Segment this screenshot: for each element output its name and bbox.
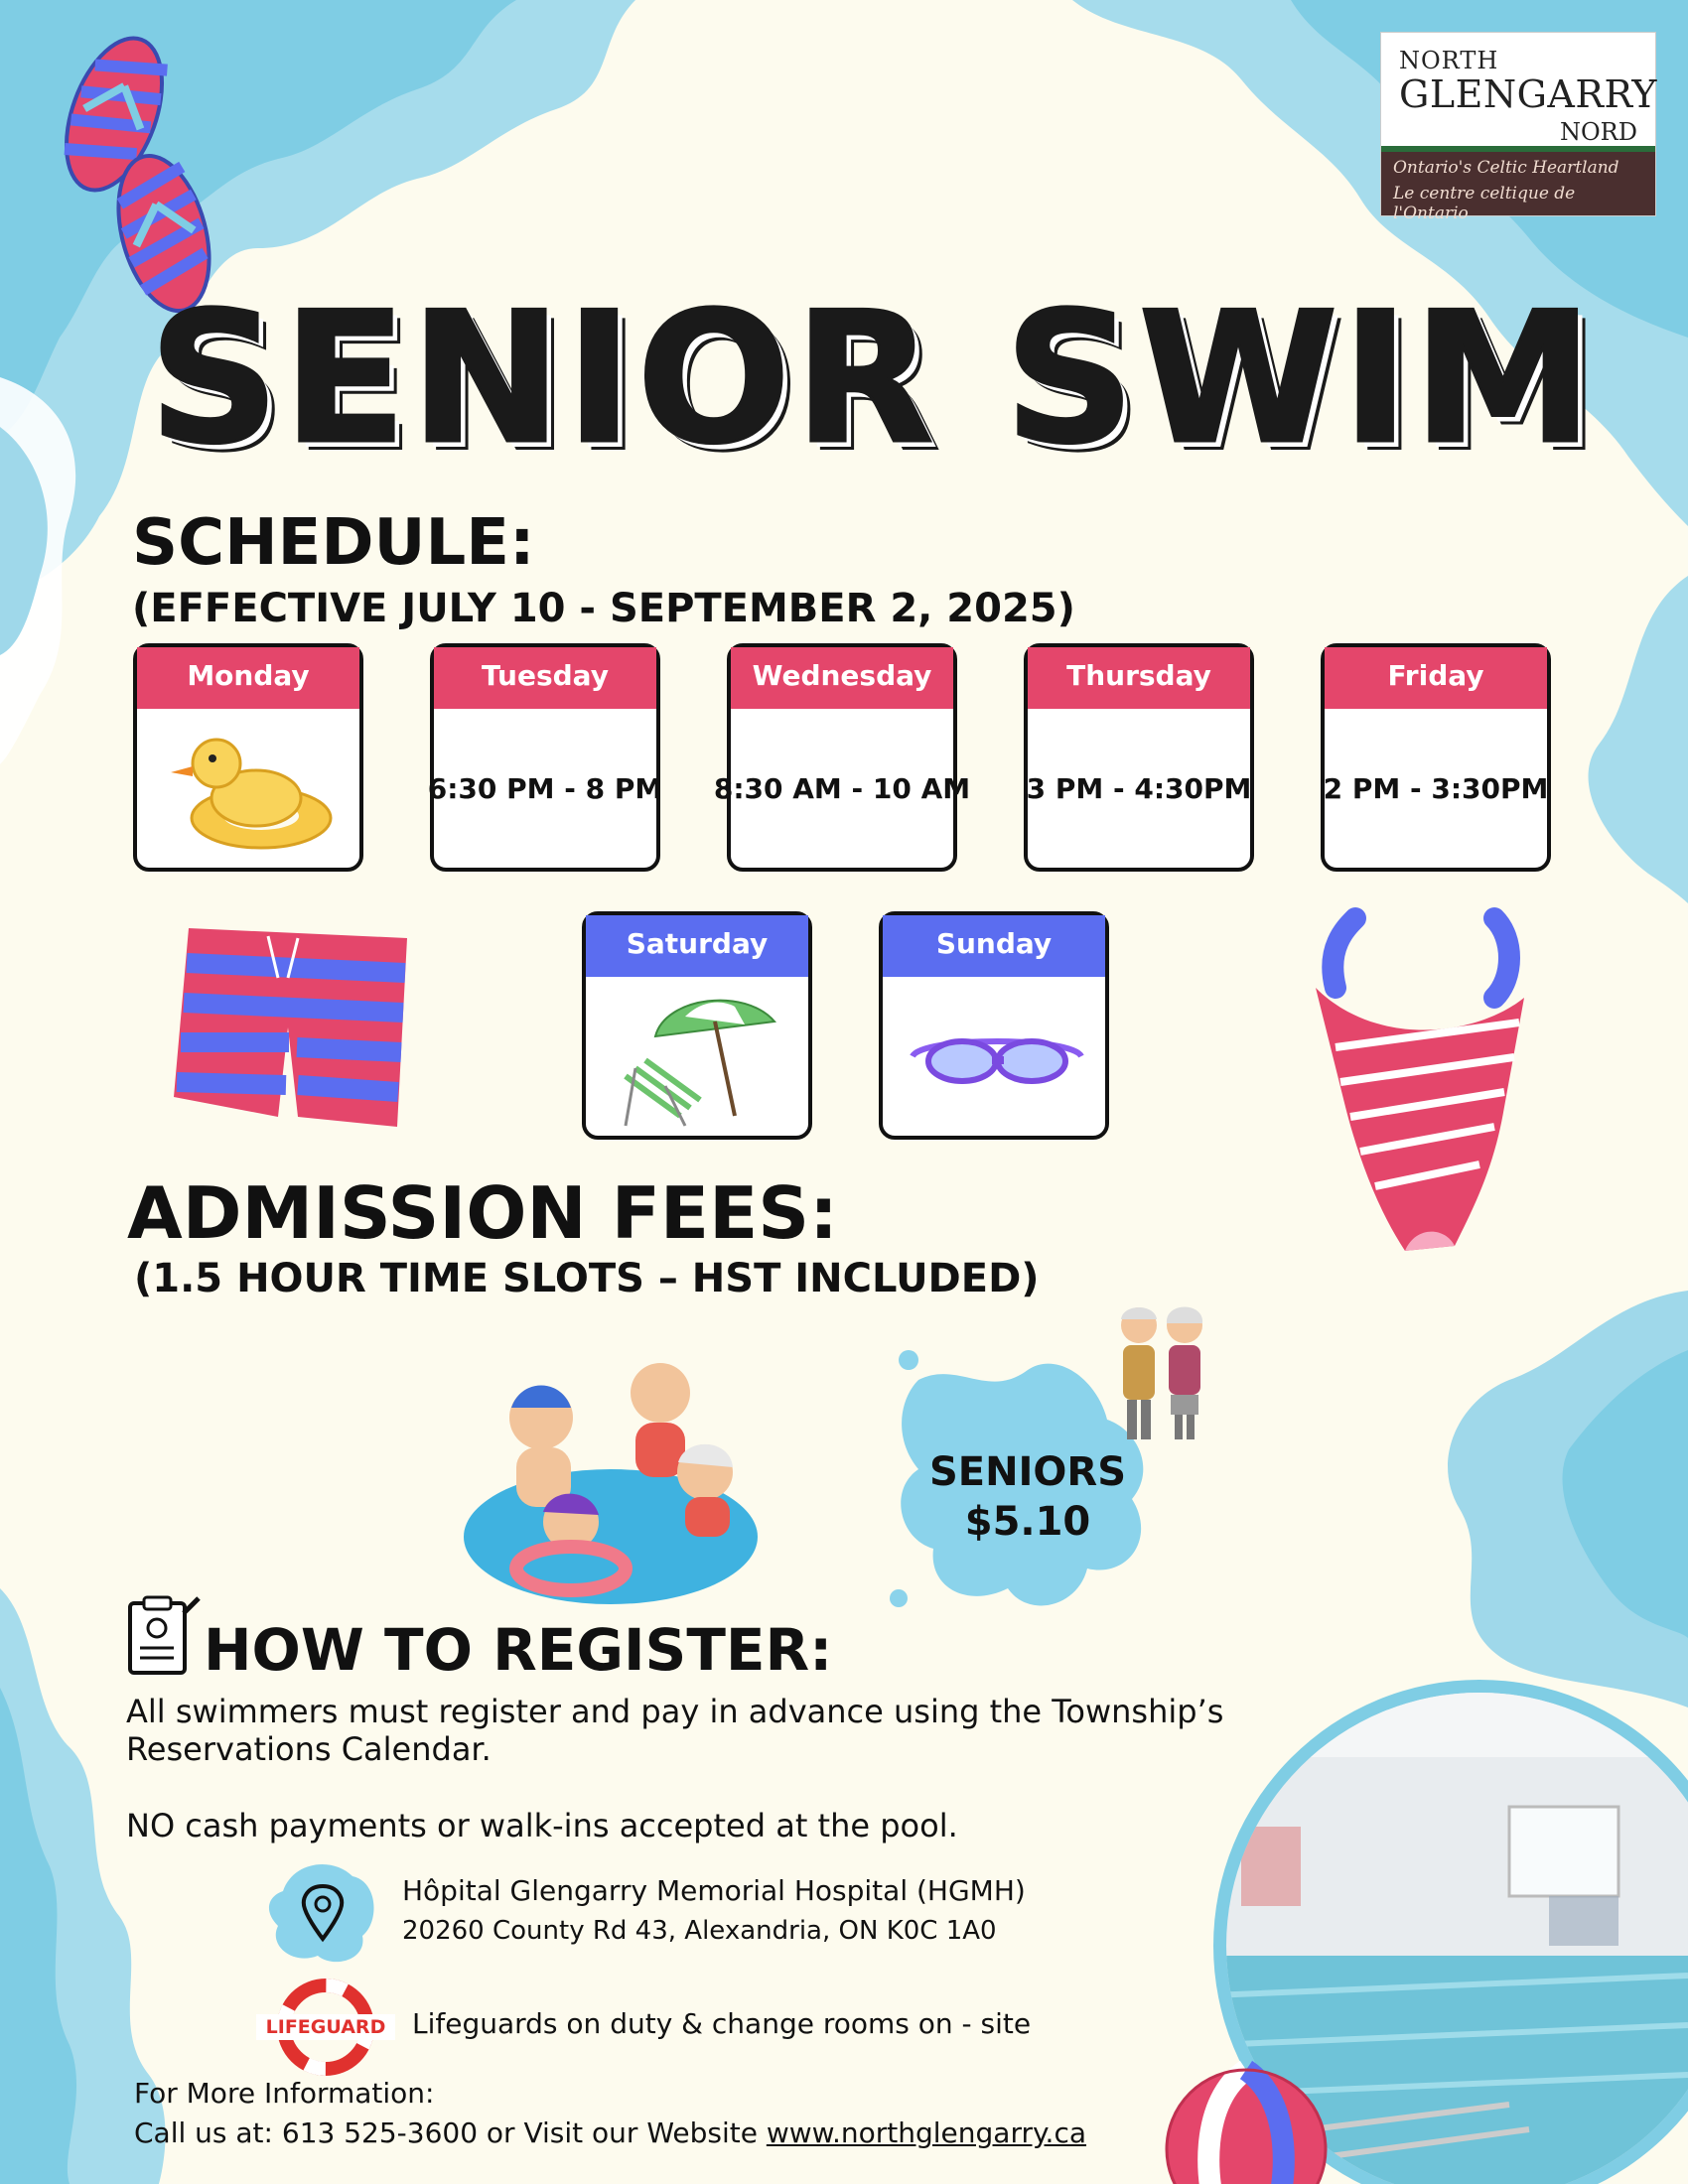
logo-line-2: GLENGARRY [1399,72,1658,116]
day-card-saturday [582,911,812,1140]
day-card-sunday [879,911,1109,1140]
day-time: 2 PM - 3:30PM [1323,771,1549,805]
admission-heading: ADMISSION FEES: [127,1171,838,1255]
day-label: Thursday [1028,647,1250,709]
website-link[interactable]: www.northglengarry.ca [766,2116,1087,2149]
register-heading: HOW TO REGISTER: [204,1616,833,1684]
day-card-thursday [1024,643,1254,872]
day-label: Wednesday [731,647,953,709]
seniors-swimming-illustration [462,1338,770,1606]
register-cash-note: NO cash payments or walk-ins accepted at the pool. [126,1807,958,1844]
location-pin-icon [263,1851,382,1971]
location-address: 20260 County Rd 43, Alexandria, ON K0C 1A0 [402,1916,997,1946]
beach-ball-icon [1162,2060,1331,2184]
info-label: For More Information: [134,2077,435,2110]
contact-phone-text: Call us at: 613 525-3600 or Visit our Website [134,2116,767,2149]
lifeguard-note: Lifeguards on duty & change rooms on - site [412,2007,1032,2040]
swimsuit-icon [1296,908,1554,1261]
logo-tagline-fr: Le centre celtique de l'Ontario [1393,184,1576,223]
day-time: 8:30 AM - 10 AM [713,771,971,805]
north-glengarry-logo [1380,32,1658,223]
day-label: Tuesday [434,647,656,709]
logo-line-3: NORD [1560,118,1637,146]
goggles-icon [883,977,1105,1136]
fee-price: $5.10 [964,1499,1091,1545]
senior-couple-icon [1107,1296,1216,1444]
day-card-tuesday [427,643,663,872]
beach-umbrella-icon [586,977,808,1136]
day-card-wednesday [713,643,971,872]
clipboard-icon [124,1593,204,1678]
contact-line [134,2116,1086,2149]
seniors-fee [899,1447,1157,1547]
schedule-heading: SCHEDULE: [132,506,535,580]
day-card-friday [1321,643,1551,872]
day-label: Monday [137,647,359,709]
day-card-monday [133,643,363,872]
day-label: Sunday [883,915,1105,977]
logo-tagline-band [1381,152,1655,223]
fee-category: SENIORS [928,1449,1127,1495]
day-label: Friday [1325,647,1547,709]
logo-tagline-en: Ontario's Celtic Heartland [1393,158,1619,178]
lifeguard-badge-text: LIFEGUARD [265,2016,386,2038]
schedule-effective-dates: (EFFECTIVE JULY 10 - SEPTEMBER 2, 2025) [132,586,1075,631]
day-label: Saturday [586,915,808,977]
day-time: 3 PM - 4:30PM [1026,771,1252,805]
location-name: Hôpital Glengarry Memorial Hospital (HGMH) [402,1874,1026,1907]
day-time: 6:30 PM - 8 PM [427,771,663,805]
lifeguard-badge [256,1980,395,2075]
swim-trunks-icon [169,918,417,1132]
rubber-duck-icon [137,709,359,868]
logo-line-1: NORTH [1399,47,1499,74]
admission-subheading: (1.5 HOUR TIME SLOTS – HST INCLUDED) [134,1256,1040,1301]
register-instructions: All swimmers must register and pay in advance using the Township’s Reservations Calendar. [126,1693,1224,1768]
page-title: SENIOR SWIM [149,273,1598,483]
